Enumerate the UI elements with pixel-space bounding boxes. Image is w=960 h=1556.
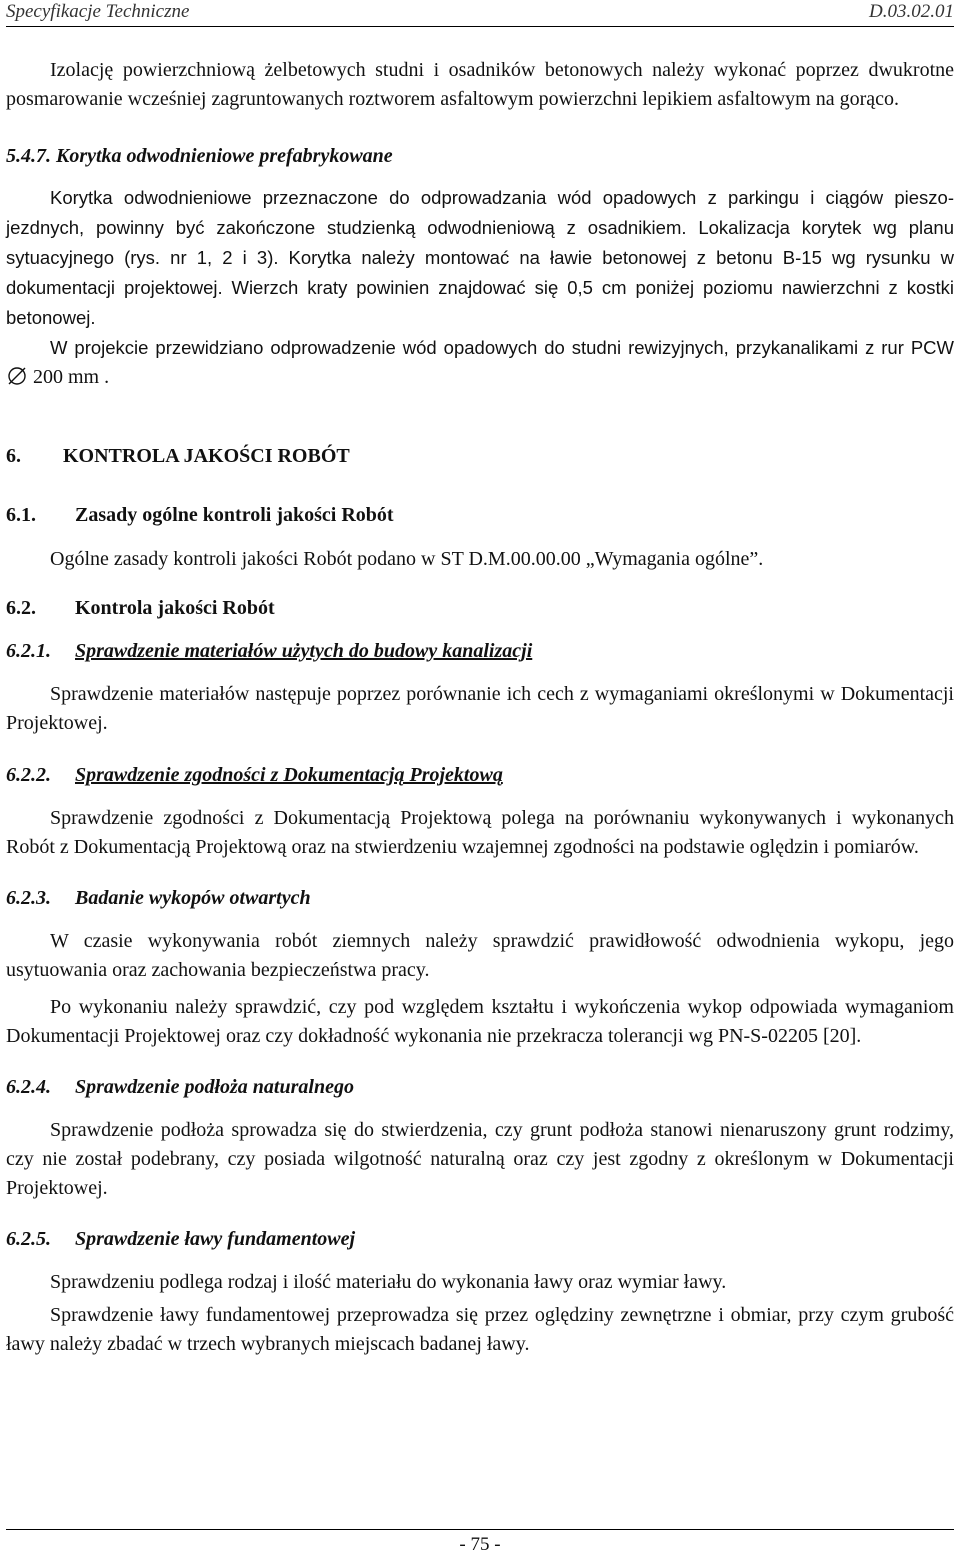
heading-text: Badanie wykopów otwartych [75, 887, 311, 909]
paragraph-korytka-part1: Korytka odwodnieniowe przeznaczone do odprowadzania wód opadowych z parkingu i ciągów pieszo-jezdnych, powinny być zakończone studzienką odwodnieniową z osadnikiem. Lokalizacja korytek wg planu sytuacyjnego (rys. nr 1, 2 i 3). [6, 187, 954, 268]
paragraph-6-2-5-a: Sprawdzeniu podlega rodzaj i ilość materiału do wykonania ławy oraz wymiar ławy. [50, 1271, 727, 1293]
heading-text: Sprawdzenie materiałów użytych do budowy kanalizacji [75, 640, 533, 662]
diameter-icon [6, 365, 28, 387]
heading-number: 6. [6, 445, 21, 467]
paragraph-6-1: Ogólne zasady kontroli jakości Robót podano w ST D.M.00.00.00 „Wymagania ogólne”. [50, 548, 764, 570]
paragraph-6-2-5-b: Sprawdzenie ławy fundamentowej przeprowadza się przez oględziny zewnętrzne i obmiar, przy czym grubość ławy należy zbadać w trzech wybranych miejscach badanej ławy. [6, 1304, 954, 1355]
paragraph-korytka-part3: Wierzch kraty powinien znajdować się 0,5 cm poniżej poziomu nawierzchni z kostki betonowej. [6, 277, 955, 328]
header-code: D.03.02.01 [869, 1, 954, 22]
paragraph-pcw-part1: W projekcie przewidziano odprowadzenie wód opadowych do studni rewizyjnych, przykanalikami z rur PCW [50, 337, 954, 358]
page-number: - 75 - [459, 1534, 501, 1555]
paragraph-6-2-1: Sprawdzenie materiałów następuje poprzez porównanie ich cech z wymaganiami określonymi w Dokumentacji Projektowej. [6, 683, 954, 734]
paragraph-korytka-part2: Korytka należy montować na ławie betonowej z betonu B-15 wg rysunku w dokumentacji projektowej. [6, 247, 955, 298]
heading-text: Sprawdzenie ławy fundamentowej [75, 1228, 356, 1250]
heading-text: Sprawdzenie zgodności z Dokumentacją Projektową [75, 764, 503, 786]
paragraph-pcw-part2: 200 mm . [33, 366, 110, 388]
heading-6-2-4 [6, 1073, 954, 1102]
heading-6-2-1 [6, 637, 954, 666]
heading-number: 6.2. [6, 597, 36, 619]
paragraph-pcw [6, 333, 954, 392]
heading-number: 6.2.4. [6, 1076, 51, 1098]
heading-number: 6.2.1. [6, 640, 51, 662]
heading-number: 6.2.2. [6, 764, 51, 786]
document-body [6, 56, 954, 1359]
header-title: Specyfikacje Techniczne [6, 1, 190, 22]
heading-text: Kontrola jakości Robót [75, 597, 275, 619]
heading-text: Sprawdzenie podłoża naturalnego [75, 1076, 354, 1098]
heading-text: Zasady ogólne kontroli jakości Robót [75, 504, 394, 526]
page-header [6, 0, 954, 27]
heading-text: Korytka odwodnieniowe prefabrykowane [56, 145, 393, 167]
paragraph-6-2-3-b: Po wykonaniu należy sprawdzić, czy pod względem kształtu i wykończenia wykop odpowiada wymaganiom Dokumentacji Projektowej oraz czy dokładność wykonania nie przekracza tolerancji wg PN-S-02205 [20]. [6, 996, 954, 1047]
heading-6-2-3 [6, 884, 954, 913]
heading-number: 6.1. [6, 504, 36, 526]
paragraph-korytka [6, 183, 954, 333]
heading-6-2-5 [6, 1225, 954, 1254]
heading-6-1 [6, 501, 954, 530]
heading-5-4-7 [6, 142, 954, 171]
heading-text: KONTROLA JAKOŚCI ROBÓT [63, 445, 350, 467]
heading-number: 6.2.3. [6, 887, 51, 909]
paragraph-6-2-4: Sprawdzenie podłoża sprowadza się do stwierdzenia, czy grunt podłoża stanowi nienaruszony grunt rodzimy, czy nie został podebrany, czy posiada wilgotność naturalną oraz czy jest zgodny z określonym w Dokumentacji Projektowej. [6, 1119, 954, 1199]
heading-6-2 [6, 594, 954, 623]
heading-6 [6, 442, 954, 471]
heading-number: 6.2.5. [6, 1228, 51, 1250]
heading-6-2-2 [6, 761, 954, 790]
footer-rule [6, 1529, 954, 1530]
heading-number: 5.4.7. [6, 145, 51, 167]
paragraph-6-2-2: Sprawdzenie zgodności z Dokumentacją Projektową polega na porównaniu wykonywanych i wykonanych Robót z Dokumentacją Projektową oraz na stwierdzeniu wzajemnej zgodności na podstawie oględzin i pomiarów. [6, 807, 954, 858]
paragraph-izolacja: Izolację powierzchniową żelbetowych studni i osadników betonowych należy wykonać poprzez dwukrotne posmarowanie wcześniej zagruntowanych roztworem asfaltowym powierzchni lepikiem asfaltowym na gorąco. [6, 59, 954, 110]
paragraph-6-2-3-a: W czasie wykonywania robót ziemnych należy sprawdzić prawidłowość odwodnienia wykopu, jego usytuowania oraz zachowania bezpieczeństwa pracy. [6, 930, 954, 981]
